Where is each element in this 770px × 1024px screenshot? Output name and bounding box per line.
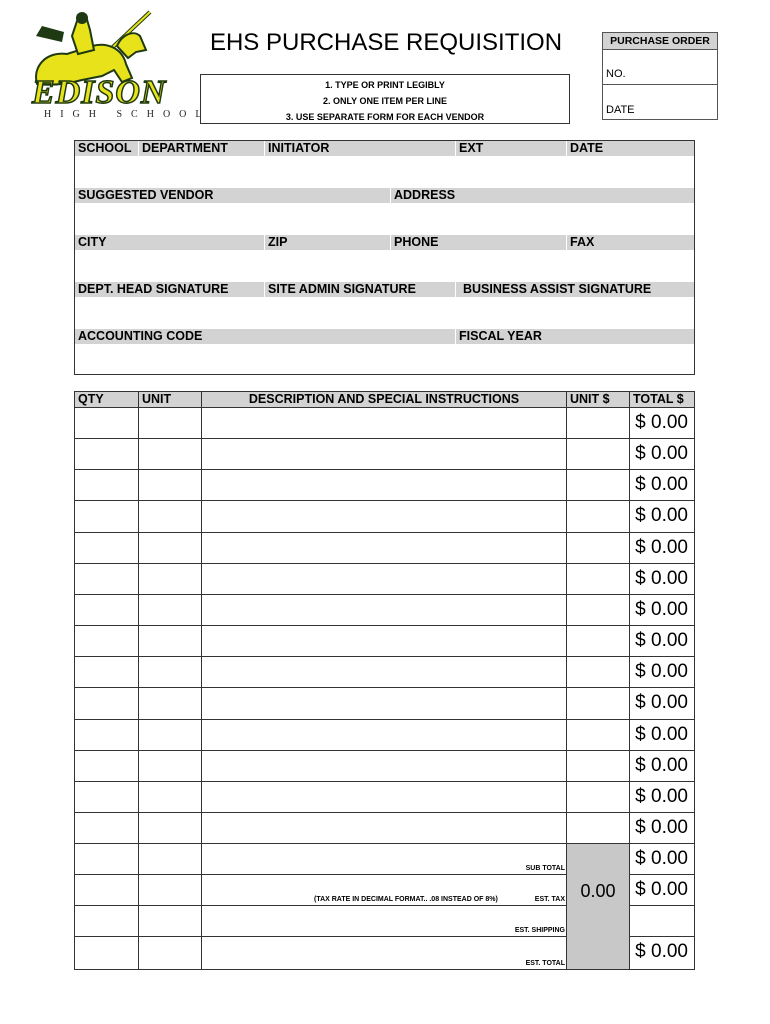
date-header: DATE	[567, 141, 694, 156]
unit-price-cell[interactable]	[567, 720, 629, 750]
ext-input[interactable]	[456, 157, 566, 187]
fax-input[interactable]	[567, 251, 694, 281]
description-cell[interactable]	[202, 657, 566, 687]
phone-input[interactable]	[391, 251, 566, 281]
total-cell	[630, 501, 694, 532]
summary-total-value: $ 0.00	[635, 848, 688, 869]
unit-cell[interactable]	[139, 657, 201, 687]
row-total-value: $ 0.00	[635, 630, 688, 651]
total-cell	[630, 813, 694, 843]
summary-label-cell	[202, 875, 566, 905]
est-shipping-label: EST. SHIPPING	[514, 927, 565, 934]
unit-cell[interactable]	[139, 688, 201, 719]
qty-cell[interactable]	[75, 906, 138, 936]
qty-cell[interactable]	[75, 875, 138, 905]
fiscal-year-header: FISCAL YEAR	[456, 329, 694, 344]
city-input[interactable]	[75, 251, 264, 281]
total-cell	[630, 751, 694, 781]
row-total-value: $ 0.00	[635, 412, 688, 433]
qty-cell[interactable]	[75, 844, 138, 874]
total-header: TOTAL $	[630, 392, 694, 407]
po-date-label: DATE	[606, 104, 635, 116]
department-input[interactable]	[139, 157, 264, 187]
total-cell	[630, 626, 694, 656]
row-total-value: $ 0.00	[635, 443, 688, 464]
qty-cell[interactable]	[75, 533, 138, 563]
unit-cell[interactable]	[139, 782, 201, 812]
summary-total-value: $ 0.00	[635, 879, 688, 900]
po-no-label: NO.	[606, 68, 626, 80]
description-cell[interactable]	[202, 688, 566, 719]
site-admin-signature-header: SITE ADMIN SIGNATURE	[265, 282, 455, 297]
row-total-value: $ 0.00	[635, 505, 688, 526]
department-header: DEPARTMENT	[139, 141, 264, 156]
qty-cell[interactable]	[75, 595, 138, 625]
ext-header: EXT	[456, 141, 566, 156]
address-input[interactable]	[391, 204, 694, 234]
total-cell	[630, 595, 694, 625]
unit-cell[interactable]	[139, 408, 201, 438]
row-total-value: $ 0.00	[635, 599, 688, 620]
po-date-field[interactable]	[603, 86, 717, 119]
summary-total-cell	[630, 875, 694, 905]
unit-price-cell[interactable]	[567, 595, 629, 625]
suggested-vendor-header: SUGGESTED VENDOR	[75, 188, 390, 203]
date-input[interactable]	[567, 157, 694, 187]
total-cell	[630, 688, 694, 719]
description-cell[interactable]	[202, 751, 566, 781]
unit-cell[interactable]	[139, 595, 201, 625]
qty-cell[interactable]	[75, 720, 138, 750]
qty-cell[interactable]	[75, 688, 138, 719]
suggested-vendor-input[interactable]	[75, 204, 390, 234]
page-title: EHS PURCHASE REQUISITION	[209, 29, 563, 56]
unit-cell[interactable]	[139, 564, 201, 594]
description-cell[interactable]	[202, 564, 566, 594]
unit-cell[interactable]	[139, 501, 201, 532]
row-total-value: $ 0.00	[635, 661, 688, 682]
unit-price-cell[interactable]	[567, 408, 629, 438]
description-cell[interactable]	[202, 626, 566, 656]
unit-price-cell[interactable]	[567, 564, 629, 594]
unit-price-cell[interactable]	[567, 657, 629, 687]
summary-total-value: $ 0.00	[635, 941, 688, 962]
row-total-value: $ 0.00	[635, 817, 688, 838]
total-cell	[630, 720, 694, 750]
row-total-value: $ 0.00	[635, 692, 688, 713]
qty-cell[interactable]	[75, 408, 138, 438]
sub-total-label: SUB TOTAL	[525, 865, 565, 872]
unit-cell[interactable]	[139, 906, 201, 936]
row-total-value: $ 0.00	[635, 537, 688, 558]
qty-cell[interactable]	[75, 439, 138, 469]
unit-price-cell[interactable]	[567, 751, 629, 781]
summary-total-cell	[630, 844, 694, 874]
qty-cell[interactable]	[75, 937, 138, 969]
description-cell[interactable]	[202, 470, 566, 500]
business-assist-signature-header: BUSINESS ASSIST SIGNATURE	[456, 282, 694, 297]
row-total-value: $ 0.00	[635, 724, 688, 745]
summary-label-cell	[202, 937, 566, 969]
summary-total-cell	[630, 937, 694, 969]
qty-cell[interactable]	[75, 751, 138, 781]
instruction-3: 3. USE SEPARATE FORM FOR EACH VENDOR	[285, 112, 485, 122]
initiator-input[interactable]	[265, 157, 455, 187]
description-cell[interactable]	[202, 720, 566, 750]
business-assist-signature-input[interactable]	[456, 298, 694, 328]
fax-header: FAX	[567, 235, 694, 250]
description-cell[interactable]	[202, 813, 566, 843]
unit-cell[interactable]	[139, 720, 201, 750]
description-cell[interactable]	[202, 501, 566, 532]
unit-cell[interactable]	[139, 937, 201, 969]
accounting-code-input[interactable]	[75, 345, 455, 374]
description-cell[interactable]	[202, 439, 566, 469]
qty-cell[interactable]	[75, 782, 138, 812]
unit-cell[interactable]	[139, 439, 201, 469]
po-header: PURCHASE ORDER	[603, 33, 717, 50]
total-cell	[630, 439, 694, 469]
description-cell[interactable]	[202, 595, 566, 625]
total-cell	[630, 782, 694, 812]
fiscal-year-input[interactable]	[456, 345, 694, 374]
qty-cell[interactable]	[75, 626, 138, 656]
tax-rate-value: 0.00	[580, 881, 616, 901]
unit-price-cell[interactable]	[567, 470, 629, 500]
dept-head-signature-header: DEPT. HEAD SIGNATURE	[75, 282, 264, 297]
summary-label-cell	[202, 906, 566, 936]
dept-head-signature-input[interactable]	[75, 298, 264, 328]
unit-price-cell[interactable]	[567, 813, 629, 843]
unit-cell[interactable]	[139, 844, 201, 874]
row-total-value: $ 0.00	[635, 755, 688, 776]
total-cell	[630, 408, 694, 438]
description-header: DESCRIPTION AND SPECIAL INSTRUCTIONS	[202, 392, 566, 407]
qty-cell[interactable]	[75, 813, 138, 843]
total-cell	[630, 470, 694, 500]
site-admin-signature-input[interactable]	[265, 298, 455, 328]
school-input[interactable]	[75, 157, 138, 187]
unit-price-cell[interactable]	[567, 626, 629, 656]
unit-price-cell[interactable]	[567, 688, 629, 719]
phone-header: PHONE	[391, 235, 566, 250]
address-header: ADDRESS	[391, 188, 694, 203]
unit-cell[interactable]	[139, 533, 201, 563]
qty-cell[interactable]	[75, 657, 138, 687]
qty-header: QTY	[75, 392, 138, 407]
row-total-value: $ 0.00	[635, 568, 688, 589]
zip-header: ZIP	[265, 235, 390, 250]
qty-cell[interactable]	[75, 470, 138, 500]
description-cell[interactable]	[202, 782, 566, 812]
total-cell	[630, 657, 694, 687]
summary-total-cell	[630, 906, 694, 936]
zip-input[interactable]	[265, 251, 390, 281]
instruction-1: 1. TYPE OR PRINT LEGIBLY	[325, 80, 445, 90]
row-total-value: $ 0.00	[635, 474, 688, 495]
tax-rate-note: (TAX RATE IN DECIMAL FORMAT.. .08 INSTEAD OF 8%)	[314, 896, 498, 903]
tax-rate-input[interactable]	[567, 844, 629, 969]
total-cell	[630, 533, 694, 563]
total-cell	[630, 564, 694, 594]
purchase-order-box	[602, 32, 718, 120]
unit-price-cell[interactable]	[567, 439, 629, 469]
summary-label-cell	[202, 844, 566, 874]
unit-price-cell[interactable]	[567, 782, 629, 812]
description-cell[interactable]	[202, 533, 566, 563]
unit-cell[interactable]	[139, 751, 201, 781]
logo-subtitle: HIGH SCHOOL	[44, 109, 211, 120]
row-total-value: $ 0.00	[635, 786, 688, 807]
school-logo	[22, 6, 211, 124]
city-header: CITY	[75, 235, 264, 250]
instructions-box	[200, 74, 570, 124]
school-header: SCHOOL	[75, 141, 138, 156]
unit-cell[interactable]	[139, 875, 201, 905]
unit-cell[interactable]	[139, 626, 201, 656]
est-total-label: EST. TOTAL	[525, 960, 565, 967]
po-no-field[interactable]	[603, 50, 717, 85]
unit-cell[interactable]	[139, 813, 201, 843]
unit-price-cell[interactable]	[567, 533, 629, 563]
initiator-header: INITIATOR	[265, 141, 455, 156]
est-tax-label: EST. TAX	[534, 896, 565, 903]
unit-price-cell[interactable]	[567, 501, 629, 532]
accounting-code-header: ACCOUNTING CODE	[75, 329, 455, 344]
unit-header: UNIT	[139, 392, 201, 407]
description-cell[interactable]	[202, 408, 566, 438]
qty-cell[interactable]	[75, 564, 138, 594]
unit-price-header: UNIT $	[567, 392, 629, 407]
unit-cell[interactable]	[139, 470, 201, 500]
qty-cell[interactable]	[75, 501, 138, 532]
instruction-2: 2. ONLY ONE ITEM PER LINE	[322, 96, 448, 106]
logo-wordmark: EDISON	[32, 74, 167, 111]
